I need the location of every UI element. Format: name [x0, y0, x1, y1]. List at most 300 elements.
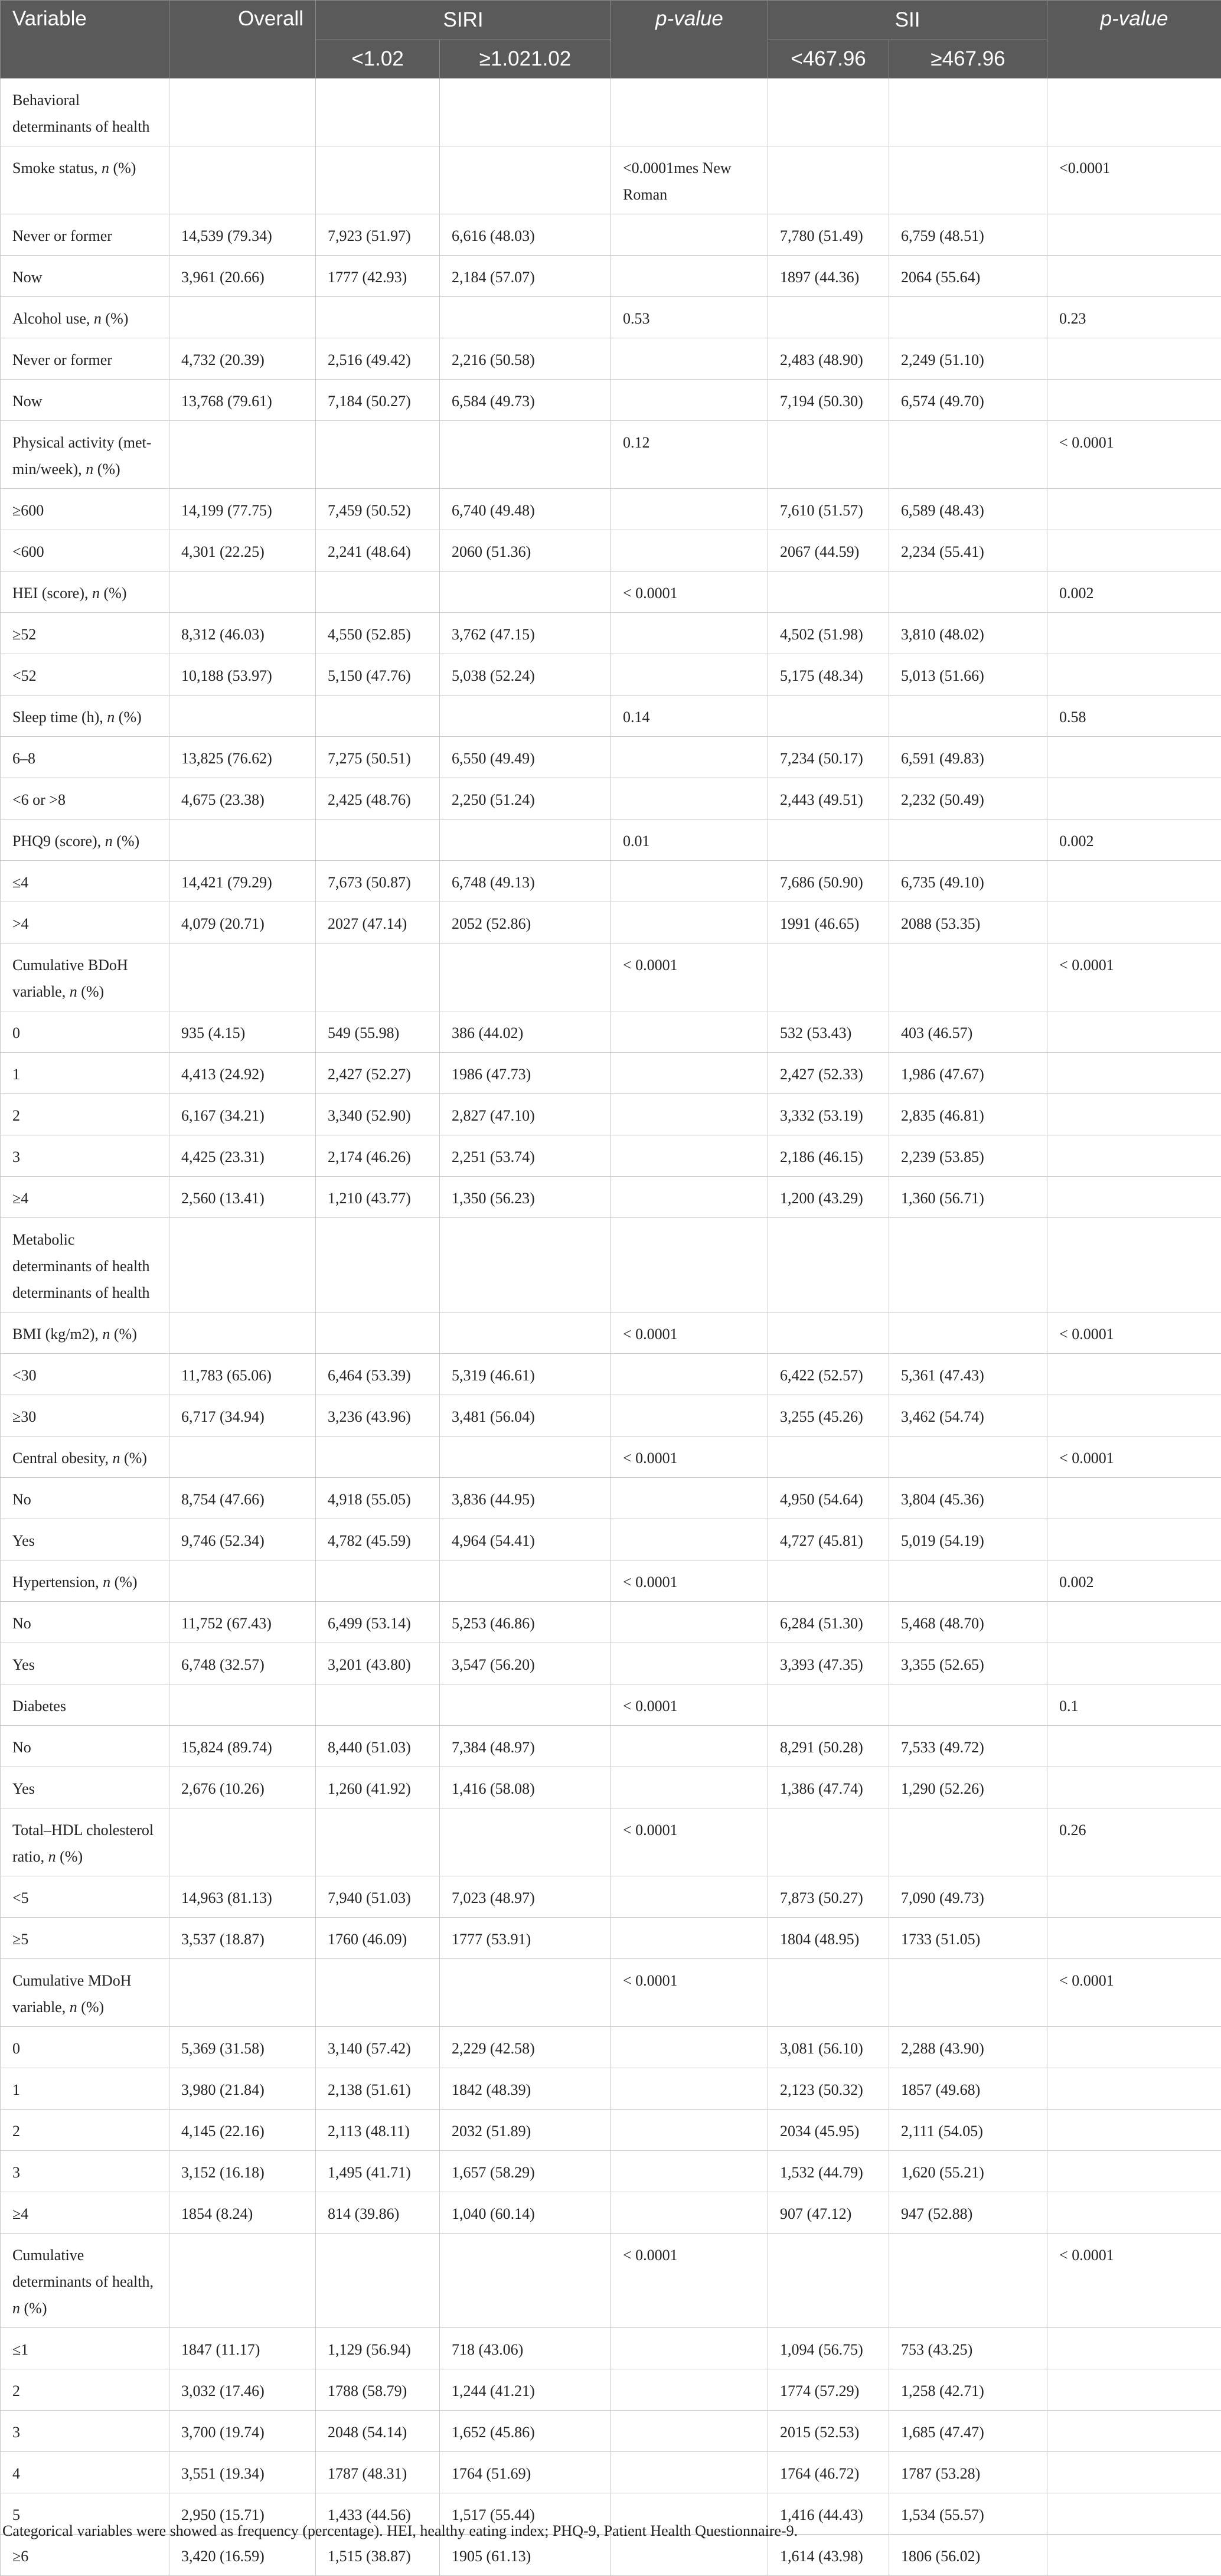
table-row — [1, 421, 1221, 489]
cell-pvalue-siri: < 0.0001 — [611, 2234, 768, 2328]
cell-sii-high: 947 (52.88) — [889, 2192, 1047, 2234]
cell-sii-high — [889, 1313, 1047, 1354]
cell-pvalue-sii: < 0.0001 — [1047, 1436, 1221, 1478]
table-row — [1, 1395, 1221, 1436]
cell-siri-low: 3,236 (43.96) — [316, 1395, 440, 1436]
cell-sii-low: 1991 (46.65) — [768, 902, 889, 943]
cell-siri-low: 1,495 (41.71) — [316, 2151, 440, 2192]
cell-pvalue-siri: <0.0001mes New Roman — [611, 146, 768, 214]
cell-sii-high: 3,804 (45.36) — [889, 1478, 1047, 1519]
cell-siri-high — [440, 1684, 611, 1726]
cell-sii-low: 4,727 (45.81) — [768, 1519, 889, 1560]
cell-pvalue-siri: < 0.0001 — [611, 1313, 768, 1354]
table-row — [1, 1876, 1221, 1918]
cell-sii-high — [889, 820, 1047, 861]
cell-variable: BMI (kg/m2), n (%) — [1, 1313, 169, 1354]
cell-overall — [169, 820, 316, 861]
cell-siri-high — [440, 79, 611, 146]
cell-overall: 14,421 (79.29) — [169, 861, 316, 902]
cell-variable: No — [1, 1478, 169, 1519]
cell-sii-low: 1,386 (47.74) — [768, 1767, 889, 1808]
cell-pvalue-sii: < 0.0001 — [1047, 2234, 1221, 2328]
cell-variable: 4 — [1, 2452, 169, 2493]
cell-variable: Cumulative MDoH variable, n (%) — [1, 1959, 169, 2027]
cell-siri-low: 7,275 (50.51) — [316, 737, 440, 778]
cell-overall — [169, 1313, 316, 1354]
cell-pvalue-sii — [1047, 2452, 1221, 2493]
cell-siri-low: 1,210 (43.77) — [316, 1177, 440, 1218]
cell-variable: Never or former — [1, 214, 169, 256]
table-row — [1, 2110, 1221, 2151]
table-row — [1, 1767, 1221, 1808]
cell-sii-high: 3,810 (48.02) — [889, 613, 1047, 654]
cell-overall: 4,732 (20.39) — [169, 338, 316, 380]
table-row — [1, 1436, 1221, 1478]
cell-sii-low: 1,094 (56.75) — [768, 2328, 889, 2369]
cell-siri-high: 2060 (51.36) — [440, 530, 611, 572]
cell-overall: 4,413 (24.92) — [169, 1053, 316, 1094]
header-sii-high: ≥467.96 — [889, 40, 1047, 79]
cell-variable: Alcohol use, n (%) — [1, 297, 169, 338]
cell-variable: Smoke status, n (%) — [1, 146, 169, 214]
cell-siri-high — [440, 1436, 611, 1478]
cell-sii-high: 1857 (49.68) — [889, 2068, 1047, 2110]
cell-siri-low: 7,940 (51.03) — [316, 1876, 440, 1918]
table-row — [1, 737, 1221, 778]
table-row — [1, 214, 1221, 256]
cell-siri-high — [440, 1959, 611, 2027]
cell-pvalue-sii — [1047, 2192, 1221, 2234]
cell-pvalue-sii: <0.0001 — [1047, 146, 1221, 214]
table-row — [1, 613, 1221, 654]
cell-siri-high: 7,023 (48.97) — [440, 1876, 611, 1918]
cell-overall: 2,560 (13.41) — [169, 1177, 316, 1218]
table-row — [1, 79, 1221, 146]
cell-pvalue-siri: < 0.0001 — [611, 1436, 768, 1478]
table-row — [1, 778, 1221, 820]
cell-sii-low: 2,123 (50.32) — [768, 2068, 889, 2110]
cell-overall: 935 (4.15) — [169, 1011, 316, 1053]
cell-variable: 3 — [1, 1135, 169, 1177]
table-row — [1, 2151, 1221, 2192]
cell-pvalue-siri: < 0.0001 — [611, 1560, 768, 1602]
cell-variable: ≤1 — [1, 2328, 169, 2369]
cell-siri-low: 2,138 (51.61) — [316, 2068, 440, 2110]
cell-pvalue-siri: 0.01 — [611, 820, 768, 861]
cell-sii-low: 7,194 (50.30) — [768, 380, 889, 421]
cell-sii-low — [768, 297, 889, 338]
cell-sii-low: 1,200 (43.29) — [768, 1177, 889, 1218]
cell-overall: 4,079 (20.71) — [169, 902, 316, 943]
cell-overall — [169, 696, 316, 737]
table-row — [1, 1519, 1221, 1560]
header-row-1 — [1, 1, 1221, 40]
cell-siri-low — [316, 421, 440, 489]
cell-pvalue-sii: < 0.0001 — [1047, 421, 1221, 489]
cell-pvalue-sii — [1047, 2110, 1221, 2151]
cell-siri-high: 5,319 (46.61) — [440, 1354, 611, 1395]
cell-pvalue-siri: 0.53 — [611, 297, 768, 338]
cell-pvalue-sii: < 0.0001 — [1047, 1959, 1221, 2027]
cell-sii-low: 1,416 (44.43) — [768, 2493, 889, 2535]
cell-pvalue-sii — [1047, 1767, 1221, 1808]
cell-variable: Now — [1, 380, 169, 421]
cell-overall: 4,145 (22.16) — [169, 2110, 316, 2151]
cell-variable: Yes — [1, 1643, 169, 1684]
cell-siri-high: 6,584 (49.73) — [440, 380, 611, 421]
cell-sii-high: 2064 (55.64) — [889, 256, 1047, 297]
cell-siri-low — [316, 572, 440, 613]
cell-sii-low: 7,873 (50.27) — [768, 1876, 889, 1918]
cell-sii-low: 6,422 (52.57) — [768, 1354, 889, 1395]
cell-pvalue-sii — [1047, 1094, 1221, 1135]
cell-siri-low: 1,260 (41.92) — [316, 1767, 440, 1808]
table-row — [1, 861, 1221, 902]
cell-sii-high: 1,360 (56.71) — [889, 1177, 1047, 1218]
cell-siri-low: 7,184 (50.27) — [316, 380, 440, 421]
cell-siri-low: 2,174 (46.26) — [316, 1135, 440, 1177]
cell-sii-low — [768, 943, 889, 1011]
cell-pvalue-sii — [1047, 1478, 1221, 1519]
cell-variable: ≥6 — [1, 2535, 169, 2576]
cell-siri-high: 1,244 (41.21) — [440, 2369, 611, 2411]
cell-siri-high: 1777 (53.91) — [440, 1918, 611, 1959]
cell-pvalue-sii — [1047, 1643, 1221, 1684]
cell-sii-low: 907 (47.12) — [768, 2192, 889, 2234]
cell-siri-low — [316, 2234, 440, 2328]
cell-variable: 0 — [1, 2027, 169, 2068]
cell-sii-low: 2,443 (49.51) — [768, 778, 889, 820]
table-row — [1, 530, 1221, 572]
cell-siri-high — [440, 1313, 611, 1354]
cell-variable: 2 — [1, 2369, 169, 2411]
cell-siri-low: 2,113 (48.11) — [316, 2110, 440, 2151]
cell-pvalue-siri: < 0.0001 — [611, 943, 768, 1011]
cell-overall — [169, 572, 316, 613]
cell-variable: ≥5 — [1, 1918, 169, 1959]
cell-siri-low — [316, 820, 440, 861]
cell-siri-high: 1,350 (56.23) — [440, 1177, 611, 1218]
table-row — [1, 1726, 1221, 1767]
cell-sii-low: 5,175 (48.34) — [768, 654, 889, 696]
cell-siri-high: 6,550 (49.49) — [440, 737, 611, 778]
cell-pvalue-sii — [1047, 1135, 1221, 1177]
cell-overall: 3,980 (21.84) — [169, 2068, 316, 2110]
cell-sii-low — [768, 820, 889, 861]
cell-siri-high: 7,384 (48.97) — [440, 1726, 611, 1767]
cell-sii-high: 1,290 (52.26) — [889, 1767, 1047, 1808]
cell-sii-low: 8,291 (50.28) — [768, 1726, 889, 1767]
cell-siri-low: 4,918 (55.05) — [316, 1478, 440, 1519]
cell-pvalue-sii — [1047, 861, 1221, 902]
cell-sii-low: 2,186 (46.15) — [768, 1135, 889, 1177]
cell-pvalue-sii — [1047, 1218, 1221, 1313]
cell-overall: 8,312 (46.03) — [169, 613, 316, 654]
cell-sii-low: 3,081 (56.10) — [768, 2027, 889, 2068]
cell-siri-high — [440, 572, 611, 613]
cell-overall: 14,963 (81.13) — [169, 1876, 316, 1918]
cell-sii-low — [768, 1560, 889, 1602]
cell-siri-high — [440, 943, 611, 1011]
cell-overall: 11,783 (65.06) — [169, 1354, 316, 1395]
cell-siri-high: 1905 (61.13) — [440, 2535, 611, 2576]
cell-siri-high: 2,184 (57.07) — [440, 256, 611, 297]
cell-overall — [169, 1808, 316, 1876]
cell-siri-low: 1,129 (56.94) — [316, 2328, 440, 2369]
cell-sii-low: 3,393 (47.35) — [768, 1643, 889, 1684]
cell-siri-low — [316, 1684, 440, 1726]
cell-variable: No — [1, 1726, 169, 1767]
cell-pvalue-sii — [1047, 2068, 1221, 2110]
cell-siri-low: 2,516 (49.42) — [316, 338, 440, 380]
cell-variable: Behavioral determinants of health — [1, 79, 169, 146]
cell-siri-high: 6,616 (48.03) — [440, 214, 611, 256]
cell-pvalue-siri — [611, 778, 768, 820]
cell-pvalue-sii — [1047, 2369, 1221, 2411]
table-row — [1, 654, 1221, 696]
cell-overall: 4,675 (23.38) — [169, 778, 316, 820]
cell-sii-high: 5,361 (47.43) — [889, 1354, 1047, 1395]
cell-sii-high: 403 (46.57) — [889, 1011, 1047, 1053]
cell-overall — [169, 2234, 316, 2328]
cell-siri-high — [440, 820, 611, 861]
cell-pvalue-siri — [611, 2027, 768, 2068]
cell-sii-high: 1787 (53.28) — [889, 2452, 1047, 2493]
cell-variable: Central obesity, n (%) — [1, 1436, 169, 1478]
cell-variable: Physical activity (met-min/week), n (%) — [1, 421, 169, 489]
cell-pvalue-sii — [1047, 613, 1221, 654]
cell-sii-high — [889, 421, 1047, 489]
cell-pvalue-siri: < 0.0001 — [611, 572, 768, 613]
cell-pvalue-siri — [611, 380, 768, 421]
cell-sii-high: 3,462 (54.74) — [889, 1395, 1047, 1436]
table-row — [1, 1918, 1221, 1959]
cell-pvalue-siri — [611, 1876, 768, 1918]
header-siri-high: ≥1.021.02 — [440, 40, 611, 79]
cell-sii-low: 2034 (45.95) — [768, 2110, 889, 2151]
cell-overall: 4,301 (22.25) — [169, 530, 316, 572]
cell-pvalue-siri — [611, 902, 768, 943]
cell-variable: HEI (score), n (%) — [1, 572, 169, 613]
cell-sii-low: 532 (53.43) — [768, 1011, 889, 1053]
cell-sii-low: 6,284 (51.30) — [768, 1602, 889, 1643]
cell-sii-low: 4,950 (54.64) — [768, 1478, 889, 1519]
cell-overall: 10,188 (53.97) — [169, 654, 316, 696]
table-row — [1, 489, 1221, 530]
cell-sii-low: 1,614 (43.98) — [768, 2535, 889, 2576]
cell-sii-high: 3,355 (52.65) — [889, 1643, 1047, 1684]
cell-sii-high — [889, 1560, 1047, 1602]
cell-sii-low — [768, 1684, 889, 1726]
table-row — [1, 1478, 1221, 1519]
cell-siri-high: 1,657 (58.29) — [440, 2151, 611, 2192]
cell-siri-high — [440, 1808, 611, 1876]
cell-siri-high: 2,229 (42.58) — [440, 2027, 611, 2068]
cell-pvalue-siri — [611, 256, 768, 297]
cell-siri-low: 6,499 (53.14) — [316, 1602, 440, 1643]
cell-variable: 6–8 — [1, 737, 169, 778]
table-row — [1, 902, 1221, 943]
cell-siri-high — [440, 696, 611, 737]
cell-sii-high — [889, 1218, 1047, 1313]
cell-pvalue-siri: < 0.0001 — [611, 1684, 768, 1726]
cell-sii-high: 2,835 (46.81) — [889, 1094, 1047, 1135]
cell-overall — [169, 1436, 316, 1478]
table-row — [1, 1643, 1221, 1684]
cell-pvalue-siri: 0.14 — [611, 696, 768, 737]
cell-siri-high: 1764 (51.69) — [440, 2452, 611, 2493]
cell-sii-low — [768, 1808, 889, 1876]
cell-variable: No — [1, 1602, 169, 1643]
table-row — [1, 2068, 1221, 2110]
cell-variable: <30 — [1, 1354, 169, 1395]
cell-siri-low: 2,241 (48.64) — [316, 530, 440, 572]
cell-pvalue-siri: 0.12 — [611, 421, 768, 489]
cell-overall: 3,700 (19.74) — [169, 2411, 316, 2452]
cell-pvalue-sii — [1047, 1726, 1221, 1767]
table-row — [1, 380, 1221, 421]
cell-variable: ≥52 — [1, 613, 169, 654]
cell-pvalue-siri — [611, 1519, 768, 1560]
cell-siri-high: 1,517 (55.44) — [440, 2493, 611, 2535]
cell-variable: <52 — [1, 654, 169, 696]
cell-pvalue-siri — [611, 2411, 768, 2452]
cell-pvalue-siri — [611, 530, 768, 572]
cell-pvalue-sii — [1047, 1876, 1221, 1918]
table-row — [1, 2027, 1221, 2068]
table-row — [1, 1560, 1221, 1602]
cell-sii-high: 1,986 (47.67) — [889, 1053, 1047, 1094]
cell-sii-low: 1897 (44.36) — [768, 256, 889, 297]
cell-sii-high: 5,013 (51.66) — [889, 654, 1047, 696]
cell-overall — [169, 943, 316, 1011]
cell-pvalue-sii — [1047, 380, 1221, 421]
cell-pvalue-sii — [1047, 2151, 1221, 2192]
header-siri: SIRI — [316, 1, 611, 40]
cell-pvalue-siri — [611, 79, 768, 146]
cell-variable: Cumulative BDoH variable, n (%) — [1, 943, 169, 1011]
cell-siri-low: 7,673 (50.87) — [316, 861, 440, 902]
cell-siri-low: 2,427 (52.27) — [316, 1053, 440, 1094]
cell-siri-high — [440, 421, 611, 489]
table-row — [1, 1218, 1221, 1313]
table-row — [1, 1602, 1221, 1643]
cell-variable: ≥30 — [1, 1395, 169, 1436]
cell-pvalue-siri — [611, 613, 768, 654]
cell-siri-low — [316, 79, 440, 146]
cell-siri-high: 5,038 (52.24) — [440, 654, 611, 696]
cell-sii-high — [889, 146, 1047, 214]
cell-sii-high — [889, 1436, 1047, 1478]
table-row — [1, 1354, 1221, 1395]
cell-siri-high: 2052 (52.86) — [440, 902, 611, 943]
cell-sii-high — [889, 79, 1047, 146]
cell-pvalue-sii — [1047, 338, 1221, 380]
cell-variable: 5 — [1, 2493, 169, 2535]
table-row — [1, 338, 1221, 380]
cell-pvalue-sii — [1047, 1395, 1221, 1436]
cell-overall: 1854 (8.24) — [169, 2192, 316, 2234]
cell-sii-high — [889, 1959, 1047, 2027]
cell-sii-low: 3,332 (53.19) — [768, 1094, 889, 1135]
cell-overall: 2,676 (10.26) — [169, 1767, 316, 1808]
table-row — [1, 1313, 1221, 1354]
cell-sii-high: 7,090 (49.73) — [889, 1876, 1047, 1918]
header-sii: SII — [768, 1, 1047, 40]
cell-siri-high: 5,253 (46.86) — [440, 1602, 611, 1643]
cell-overall — [169, 79, 316, 146]
cell-sii-low: 1774 (57.29) — [768, 2369, 889, 2411]
cell-sii-high: 2,111 (54.05) — [889, 2110, 1047, 2151]
cell-sii-high: 6,591 (49.83) — [889, 737, 1047, 778]
cell-siri-low: 6,464 (53.39) — [316, 1354, 440, 1395]
cell-sii-high: 1,620 (55.21) — [889, 2151, 1047, 2192]
cell-sii-low — [768, 1959, 889, 2027]
cell-sii-low: 7,686 (50.90) — [768, 861, 889, 902]
cell-sii-high: 2,234 (55.41) — [889, 530, 1047, 572]
cell-pvalue-siri — [611, 737, 768, 778]
cell-sii-high: 5,468 (48.70) — [889, 1602, 1047, 1643]
cell-sii-low — [768, 1218, 889, 1313]
cell-siri-low: 7,923 (51.97) — [316, 214, 440, 256]
cell-siri-low: 5,150 (47.76) — [316, 654, 440, 696]
cell-siri-high: 1842 (48.39) — [440, 2068, 611, 2110]
cell-siri-high — [440, 146, 611, 214]
cell-pvalue-sii — [1047, 530, 1221, 572]
table-row — [1, 1094, 1221, 1135]
cell-siri-low: 1760 (46.09) — [316, 1918, 440, 1959]
cell-overall: 9,746 (52.34) — [169, 1519, 316, 1560]
table-row — [1, 297, 1221, 338]
cell-pvalue-sii — [1047, 1602, 1221, 1643]
cell-overall: 14,199 (77.75) — [169, 489, 316, 530]
cell-sii-low: 2067 (44.59) — [768, 530, 889, 572]
cell-siri-high: 1,416 (58.08) — [440, 1767, 611, 1808]
cell-sii-high: 1806 (56.02) — [889, 2535, 1047, 2576]
cell-siri-low — [316, 1560, 440, 1602]
cell-siri-high: 2,251 (53.74) — [440, 1135, 611, 1177]
cell-sii-high: 6,759 (48.51) — [889, 214, 1047, 256]
cell-sii-low — [768, 572, 889, 613]
cell-siri-low — [316, 1218, 440, 1313]
cell-pvalue-sii — [1047, 1177, 1221, 1218]
cell-sii-low — [768, 1313, 889, 1354]
cell-siri-low: 2,425 (48.76) — [316, 778, 440, 820]
table-row — [1, 1135, 1221, 1177]
cell-siri-high — [440, 1560, 611, 1602]
cell-siri-high: 6,740 (49.48) — [440, 489, 611, 530]
cell-siri-low — [316, 297, 440, 338]
cell-variable: 2 — [1, 1094, 169, 1135]
header-variable: Variable — [1, 1, 169, 79]
table-row — [1, 2411, 1221, 2452]
cell-pvalue-siri — [611, 1726, 768, 1767]
cell-variable: 3 — [1, 2411, 169, 2452]
cell-siri-high: 3,547 (56.20) — [440, 1643, 611, 1684]
cell-variable: Metabolic determinants of health determinants of health — [1, 1218, 169, 1313]
cell-variable: ≥600 — [1, 489, 169, 530]
table-header — [1, 1, 1221, 79]
cell-pvalue-siri — [611, 338, 768, 380]
cell-sii-high: 753 (43.25) — [889, 2328, 1047, 2369]
cell-sii-high: 2,249 (51.10) — [889, 338, 1047, 380]
cell-overall: 14,539 (79.34) — [169, 214, 316, 256]
cell-siri-low — [316, 1808, 440, 1876]
cell-overall: 6,167 (34.21) — [169, 1094, 316, 1135]
cell-siri-high: 3,836 (44.95) — [440, 1478, 611, 1519]
cell-overall: 2,950 (15.71) — [169, 2493, 316, 2535]
table-row — [1, 2328, 1221, 2369]
